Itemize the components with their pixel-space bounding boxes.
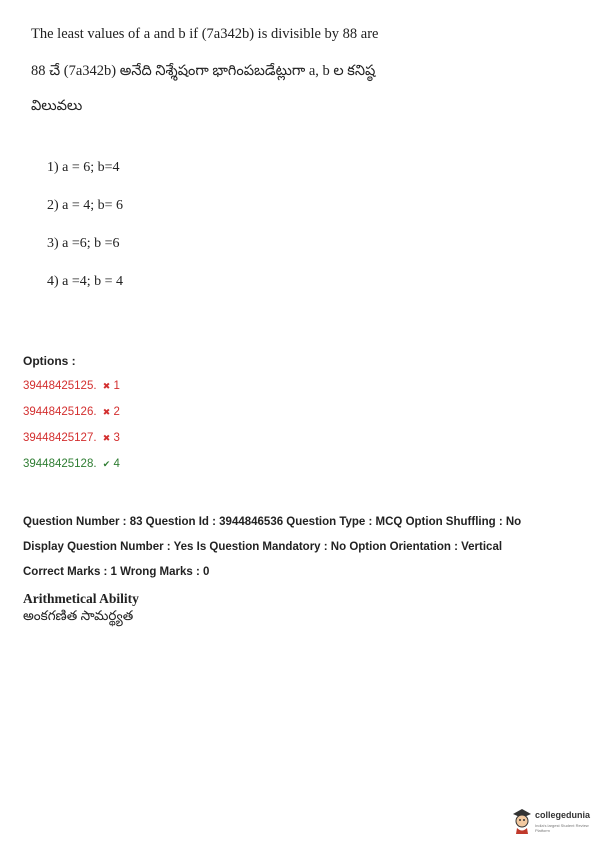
question-meta-line3: Correct Marks : 1 Wrong Marks : 0 [23,566,210,578]
option-row-2 [23,406,120,418]
option-label: 1 [113,380,120,392]
section-title-telugu: అంకగణిత సామర్థ్యత [23,608,134,623]
option-row-3 [23,432,120,444]
collegedunia-logo [511,806,593,836]
option-id: 39448425128. [23,458,97,470]
mascot-icon [511,806,533,834]
check-icon: ✔ [102,459,111,469]
option-id: 39448425125. [23,380,97,392]
option-row-1 [23,380,120,392]
question-text-telugu-line2: విలువలు [31,98,83,114]
choice-3: 3) a =6; b =6 [47,236,120,251]
question-text-english: The least values of a and b if (7a342b) is divisible by 88 are [31,26,379,42]
option-id: 39448425126. [23,406,97,418]
question-meta-line1: Question Number : 83 Question Id : 3944846536 Question Type : MCQ Option Shuffling : No [23,516,522,528]
option-label: 3 [113,432,120,444]
option-label: 2 [113,406,120,418]
options-heading: Options : [23,354,76,368]
cross-icon: ✖ [102,407,111,417]
logo-tagline: India's largest Student Review Platform [535,823,589,833]
cross-icon: ✖ [102,433,111,443]
choice-1: 1) a = 6; b=4 [47,160,120,175]
choice-4: 4) a =4; b = 4 [47,274,124,289]
question-meta-line2: Display Question Number : Yes Is Question Mandatory : No Option Orientation : Vertical [23,541,503,553]
cross-icon: ✖ [102,381,111,391]
option-label: 4 [113,458,120,470]
choice-2: 2) a = 4; b= 6 [47,198,124,213]
option-row-4 [23,458,120,470]
section-title-english: Arithmetical Ability [23,591,139,606]
option-id: 39448425127. [23,432,97,444]
question-text-telugu-line1: 88 చే (7a342b) అనేది నిశ్శేషంగా భాగింపబడేట్లుగా a, b ల కనిష్ఠ [31,63,376,79]
logo-wordmark: collegedunia [535,810,591,820]
